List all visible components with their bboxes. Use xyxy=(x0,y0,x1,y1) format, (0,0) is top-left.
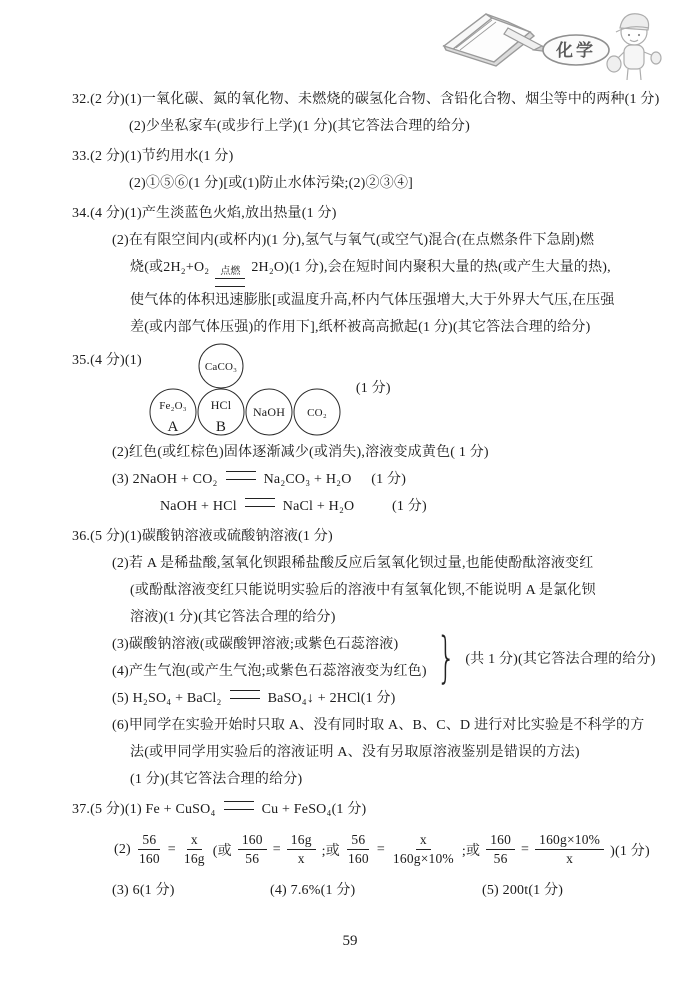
answer-line-35-4 xyxy=(72,493,658,520)
equals: = xyxy=(272,841,281,857)
item-label: (2) xyxy=(114,841,131,857)
score: (1 分) xyxy=(371,471,407,487)
result-3: (3) 6(1 分) xyxy=(112,882,175,898)
answer-line-36-g4: (4)产生气泡(或产生气泡;或紫色石蕊溶液变为红色) xyxy=(112,663,427,679)
answer-line-36-4: 溶液)(1 分)(其它答法合理的给分) xyxy=(130,609,336,625)
question-35-label: 35.(4 分)(1) xyxy=(72,352,142,368)
header-illustration xyxy=(430,2,670,86)
connector-text: (或 xyxy=(212,843,232,859)
label-a: A xyxy=(167,418,179,435)
fraction: $\frac{160g\times 10\%}{x}$ xyxy=(535,831,604,867)
answer-line-36-8: (1 分)(其它答法合理的给分) xyxy=(130,771,303,787)
brace-score-note: (共 1 分)(其它答法合理的给分) xyxy=(465,651,656,667)
answer-line-36-6: (6)甲同学在实验开始时只取 A、没有同时取 A、B、C、D 进行对比实验是不科学的方 xyxy=(112,717,645,733)
answer-line-36-5 xyxy=(72,685,658,712)
answer-line-34-5: 差(或内部气体压强)的作用下],纸杯被高高掀起(1 分)(其它答法合理的给分) xyxy=(130,319,591,335)
label-co2: CO₂ xyxy=(307,406,327,419)
equals: = xyxy=(376,841,385,857)
score: (1 分) xyxy=(392,498,427,514)
answer-line-34-3 xyxy=(72,254,658,287)
answer-line-36-7: 法(或甲同学用实验后的溶液证明 A、没有另取原溶液鉴别是错误的方法) xyxy=(130,744,580,760)
answer-line-33-1: 33.(2 分)(1)节约用水(1 分) xyxy=(72,149,234,164)
equation-lhs: 37.(5 分)(1) Fe + CuSO₄ xyxy=(72,801,216,817)
equals-sign xyxy=(226,471,256,480)
equals-sign xyxy=(224,801,254,810)
connector-text: ;或 xyxy=(321,843,340,859)
answer-line-36-3: (或酚酞溶液变红只能说明实验后的溶液中有氢氧化钡,不能说明 A 是氯化钡 xyxy=(130,582,596,598)
answers-column xyxy=(72,86,658,904)
answer-group-36-3-4 xyxy=(72,625,658,689)
answer-line-37-1 xyxy=(72,796,658,823)
equals: = xyxy=(167,841,176,857)
fraction: $\frac{16g}{x}$ xyxy=(287,831,316,867)
equation-rhs: Na₂CO₃ + H₂O xyxy=(263,471,352,487)
answer-line-32-1: 32.(2 分)(1)一氧化碳、氮的氧化物、未燃烧的碳氢化合物、含铅化合物、烟尘等中的两种(1 分) xyxy=(72,92,660,107)
result-4: (4) 7.6%(1 分) xyxy=(270,882,356,898)
fraction: $\frac{56}{160}$ xyxy=(347,832,369,866)
answer-line-37-results xyxy=(72,877,658,904)
answer-line-34-1: 34.(4 分)(1)产生淡蓝色火焰,放出热量(1 分) xyxy=(72,206,337,221)
equals-sign xyxy=(230,690,260,699)
answer-line-37-2 xyxy=(72,823,658,877)
equals-sign xyxy=(245,498,275,507)
answer-line-32-2: (2)少坐私家车(或步行上学)(1 分)(其它答法合理的给分) xyxy=(129,119,470,134)
substance-circles-diagram xyxy=(148,343,344,437)
fraction: $\frac{160}{56}$ xyxy=(238,831,267,867)
chemistry-badge xyxy=(543,35,609,65)
fraction: $\frac{56}{160}$ xyxy=(138,832,160,866)
badge-label: 化学 xyxy=(556,41,596,60)
answer-line-34-2: (2)在有限空间内(或杯内)(1 分),氢气与氧气(或空气)混合(在点燃条件下急剧)燃 xyxy=(112,233,595,248)
ignition-equals-sign xyxy=(215,266,245,287)
equation-rhs: Cu + FeSO₄(1 分) xyxy=(261,801,367,817)
connector-text: )(1 分) xyxy=(610,843,650,859)
question-35-1-score: (1 分) xyxy=(355,380,391,396)
ignition-condition-label: 点燃 xyxy=(220,266,241,277)
label-b: B xyxy=(215,418,226,435)
answer-line-36-1: 36.(5 分)(1)碳酸钠溶液或硫酸钠溶液(1 分) xyxy=(72,528,333,544)
equation-rhs: 2H₂O)(1 分),会在短时间内聚积大量的热(或产生大量的热), xyxy=(251,260,611,275)
fraction: $\frac{160}{56}$ xyxy=(486,831,515,867)
fraction: $\frac{x}{160g\times 10\%}$ xyxy=(392,832,454,866)
page-number: 59 xyxy=(342,933,358,949)
answer-line-34-4: 使气体的体积迅速膨胀[或温度升高,杯内气体压强增大,大于外界大气压,在压强 xyxy=(130,292,615,308)
label-caco3: CaCO₃ xyxy=(204,360,238,373)
label-fe2o3: Fe₂O₃ xyxy=(159,399,187,412)
question-35-diagram-block xyxy=(72,343,658,439)
fraction: $\frac{x}{16g}$ xyxy=(183,832,205,866)
answer-line-35-3 xyxy=(72,466,658,493)
connector-text: ;或 xyxy=(461,843,481,859)
result-5: (5) 200t(1 分) xyxy=(482,882,564,898)
equation-lhs: NaOH + HCl xyxy=(160,498,237,514)
equation-rhs: NaCl + H₂O xyxy=(282,498,355,514)
answer-line-33-2: (2)①⑤⑥(1 分)[或(1)防止水体污染;(2)②③④] xyxy=(129,176,414,191)
equation-lhs: (3) 2NaOH + CO₂ xyxy=(112,471,218,487)
equation-lhs: 烧(或2H₂+O₂ xyxy=(130,260,210,275)
answer-line-35-2: (2)红色(或红棕色)固体逐渐减少(或消失),溶液变成黄色( 1 分) xyxy=(112,444,489,460)
label-hcl: HCl xyxy=(210,397,232,412)
answer-line-36-2: (2)若 A 是稀盐酸,氢氧化钡跟稀盐酸反应后氢氧化钡过量,也能使酚酞溶液变红 xyxy=(112,555,594,571)
equals: = xyxy=(521,841,530,857)
label-naoh: NaOH xyxy=(252,404,285,419)
grouping-brace: } xyxy=(436,625,456,689)
student-mascot-icon xyxy=(607,14,661,80)
equation-rhs: BaSO₄↓ + 2HCl(1 分) xyxy=(267,690,396,706)
answer-line-36-g3: (3)碳酸钠溶液(或碳酸钾溶液;或紫色石蕊溶液) xyxy=(112,636,399,652)
equation-lhs: (5) H₂SO₄ + BaCl₂ xyxy=(112,690,222,706)
